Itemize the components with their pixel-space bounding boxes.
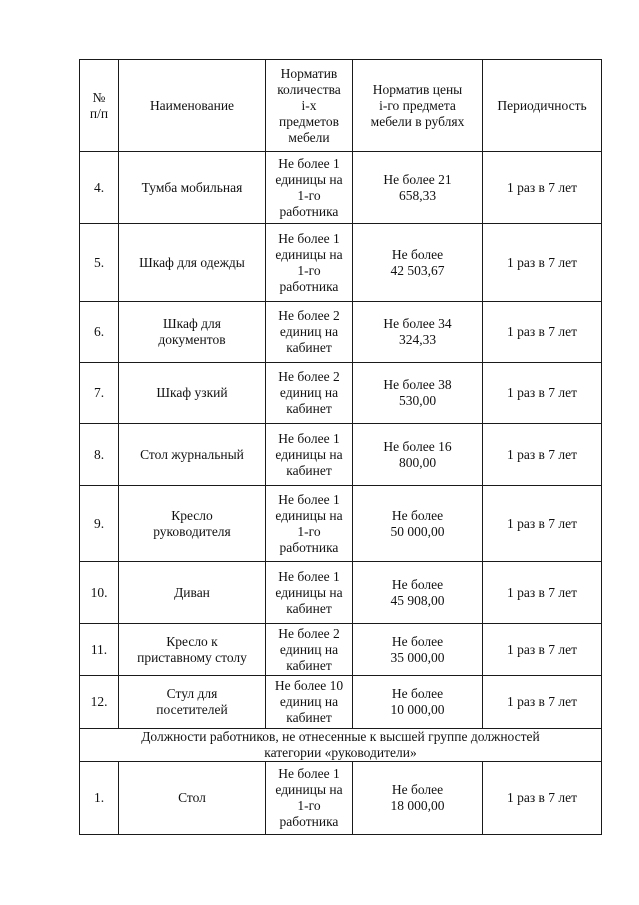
row-number: 11. — [80, 624, 119, 676]
header-name: Наименование — [119, 60, 266, 152]
row-quantity: Не более 1 единицы на 1-го работника — [266, 152, 353, 224]
table-row — [80, 624, 602, 676]
row-periodicity: 1 раз в 7 лет — [483, 424, 602, 486]
row-name: Кресло к приставному столу — [119, 624, 266, 676]
row-periodicity: 1 раз в 7 лет — [483, 152, 602, 224]
row-name: Шкаф для документов — [119, 302, 266, 363]
row-name: Стол — [119, 762, 266, 835]
row-name: Тумба мобильная — [119, 152, 266, 224]
header-quantity-norm: Норматив количества i-х предметов мебели — [266, 60, 353, 152]
row-quantity: Не более 2 единиц на кабинет — [266, 363, 353, 424]
header-number: № п/п — [80, 60, 119, 152]
row-price: Не более 35 000,00 — [353, 624, 483, 676]
row-quantity: Не более 2 единиц на кабинет — [266, 302, 353, 363]
row-number: 7. — [80, 363, 119, 424]
table-row — [80, 762, 602, 835]
row-price: Не более 38 530,00 — [353, 363, 483, 424]
row-number: 8. — [80, 424, 119, 486]
row-price: Не более 16 800,00 — [353, 424, 483, 486]
header-price-norm: Норматив цены i-го предмета мебели в рублях — [353, 60, 483, 152]
row-periodicity: 1 раз в 7 лет — [483, 624, 602, 676]
row-quantity: Не более 10 единиц на кабинет — [266, 676, 353, 729]
row-periodicity: 1 раз в 7 лет — [483, 676, 602, 729]
row-quantity: Не более 1 единицы на кабинет — [266, 562, 353, 624]
row-price: Не более 45 908,00 — [353, 562, 483, 624]
row-periodicity: 1 раз в 7 лет — [483, 302, 602, 363]
header-periodicity: Периодичность — [483, 60, 602, 152]
table-row — [80, 302, 602, 363]
row-name: Диван — [119, 562, 266, 624]
table-header-row — [80, 60, 602, 152]
table-row — [80, 363, 602, 424]
table-row — [80, 424, 602, 486]
table-row — [80, 224, 602, 302]
row-name: Кресло руководителя — [119, 486, 266, 562]
row-number: 5. — [80, 224, 119, 302]
row-name: Стул для посетителей — [119, 676, 266, 729]
row-price: Не более 18 000,00 — [353, 762, 483, 835]
row-number: 6. — [80, 302, 119, 363]
row-periodicity: 1 раз в 7 лет — [483, 224, 602, 302]
row-name: Шкаф для одежды — [119, 224, 266, 302]
row-quantity: Не более 1 единицы на кабинет — [266, 424, 353, 486]
section-header-row — [80, 729, 602, 762]
row-number: 9. — [80, 486, 119, 562]
row-quantity: Не более 1 единицы на 1-го работника — [266, 486, 353, 562]
row-number: 4. — [80, 152, 119, 224]
section-title: Должности работников, не отнесенные к высшей группе должностей категории «руководители» — [80, 729, 602, 762]
row-quantity: Не более 1 единицы на 1-го работника — [266, 762, 353, 835]
table-row — [80, 486, 602, 562]
row-price: Не более 21 658,33 — [353, 152, 483, 224]
row-quantity: Не более 1 единицы на 1-го работника — [266, 224, 353, 302]
furniture-norms-table — [79, 59, 602, 835]
row-name: Шкаф узкий — [119, 363, 266, 424]
row-price: Не более 42 503,67 — [353, 224, 483, 302]
row-number: 1. — [80, 762, 119, 835]
row-periodicity: 1 раз в 7 лет — [483, 486, 602, 562]
row-price: Не более 50 000,00 — [353, 486, 483, 562]
row-periodicity: 1 раз в 7 лет — [483, 762, 602, 835]
row-price: Не более 10 000,00 — [353, 676, 483, 729]
row-name: Стол журнальный — [119, 424, 266, 486]
row-price: Не более 34 324,33 — [353, 302, 483, 363]
row-periodicity: 1 раз в 7 лет — [483, 562, 602, 624]
table-row — [80, 152, 602, 224]
row-number: 12. — [80, 676, 119, 729]
table-row — [80, 562, 602, 624]
row-quantity: Не более 2 единиц на кабинет — [266, 624, 353, 676]
row-number: 10. — [80, 562, 119, 624]
row-periodicity: 1 раз в 7 лет — [483, 363, 602, 424]
table-row — [80, 676, 602, 729]
